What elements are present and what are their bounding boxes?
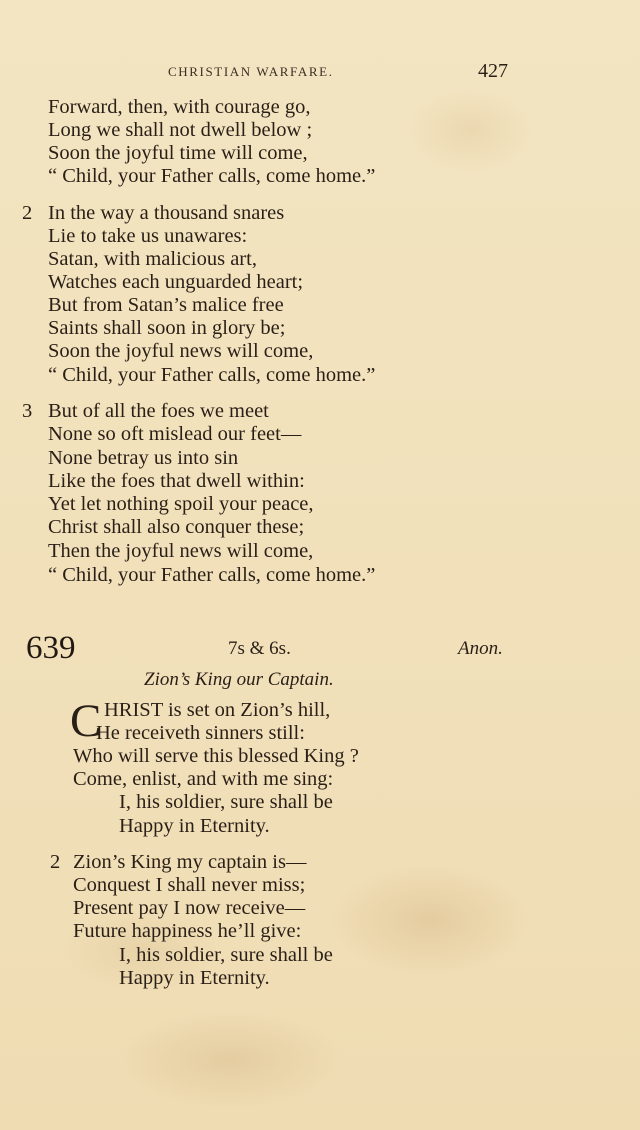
- verse-line: Soon the joyful time will come,: [48, 142, 308, 164]
- verse-line: Present pay I now receive—: [73, 897, 306, 919]
- verse-line: Watches each unguarded heart;: [48, 271, 304, 293]
- running-head: CHRISTIAN WARFARE.: [168, 64, 334, 79]
- verse-line: Soon the joyful news will come,: [48, 340, 314, 362]
- hymn-title: Zion’s King our Captain.: [144, 669, 334, 690]
- verse-line: Zion’s King my captain is—: [73, 851, 307, 873]
- verse-line: None betray us into sin: [48, 447, 239, 469]
- verse-line: Conquest I shall never miss;: [73, 874, 306, 896]
- page-header: [0, 60, 640, 84]
- hymn-author: Anon.: [458, 638, 503, 659]
- verse-line: Saints shall soon in glory be;: [48, 317, 286, 339]
- verse-line: Forward, then, with courage go,: [48, 96, 311, 118]
- page-number: 427: [478, 60, 508, 82]
- verse-line: Like the foes that dwell within:: [48, 470, 305, 492]
- verse-line: None so oft mislead our feet—: [48, 423, 302, 445]
- verse-line: Long we shall not dwell below ;: [48, 119, 313, 141]
- hymn-number: 639: [26, 630, 76, 666]
- verse-line: Future happiness he’ll give:: [73, 920, 302, 942]
- verse-line: Christ shall also conquer these;: [48, 516, 305, 538]
- verse-line: Happy in Eternity.: [119, 967, 270, 989]
- verse-line: I, his soldier, sure shall be: [119, 791, 333, 813]
- verse-line: Yet let nothing spoil your peace,: [48, 493, 314, 515]
- verse-line: “ Child, your Father calls, come home.”: [48, 364, 376, 386]
- verse-line: I, his soldier, sure shall be: [119, 944, 333, 966]
- stanza-number: 3: [22, 400, 33, 422]
- verse-line: Then the joyful news will come,: [48, 540, 314, 562]
- verse-line: “ Child, your Father calls, come home.”: [48, 564, 376, 586]
- verse-line: Lie to take us unawares:: [48, 225, 248, 247]
- stanza-number: 2: [22, 202, 33, 224]
- verse-line: He receiveth sinners still:: [96, 722, 305, 744]
- verse-line: HRIST is set on Zion’s hill,: [104, 699, 331, 721]
- drop-cap: C: [70, 695, 102, 747]
- verse-line: Satan, with malicious art,: [48, 248, 257, 270]
- verse-line: In the way a thousand snares: [48, 202, 285, 224]
- verse-line: But from Satan’s malice free: [48, 294, 284, 316]
- verse-line: Happy in Eternity.: [119, 815, 270, 837]
- verse-line: Come, enlist, and with me sing:: [73, 768, 334, 790]
- verse-line: Who will serve this blessed King ?: [73, 745, 359, 767]
- stanza-number: 2: [50, 851, 61, 873]
- verse-line: But of all the foes we meet: [48, 400, 269, 422]
- verse-line: “ Child, your Father calls, come home.”: [48, 165, 376, 187]
- hymn-meter: 7s & 6s.: [228, 638, 291, 659]
